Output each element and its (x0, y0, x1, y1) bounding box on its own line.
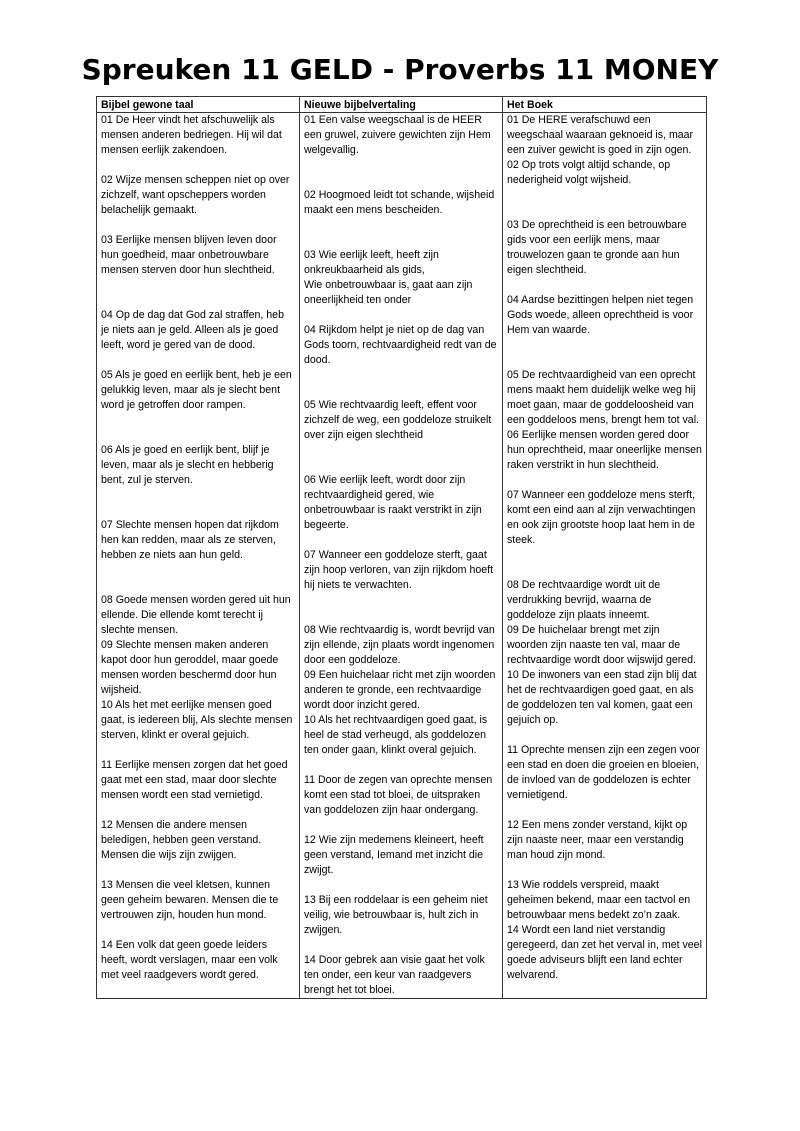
cell-bijbel-gewone-taal: 01 De Heer vindt het afschuwelijk als mensen anderen bedriegen. Hij wil dat mensen eerlijk zakendoen. 02 Wijze mensen scheppen niet op over zichzelf, want opscheppers worden belachelijk gemaakt. 03 Eerlijke mensen blijven leven door hun goedheid, maar onbetrouwbare mensen sterven door hun slechtheid. 04 Op de dag dat God zal straffen, heb je niets aan je geld. Alleen als je goed leeft, word je gered van de dood. 05 Als je goed en eerlijk bent, heb je een gelukkig leven, maar als je slecht bent word je getroffen door rampen. 06 Als je goed en eerlijk bent, blijf je leven, maar als je slecht en hebberig bent, zul je sterven. 07 Slechte mensen hopen dat rijkdom hen kan redden, maar als ze sterven, hebben ze niets aan hun geld. 08 Goede mensen worden gered uit hun ellende. Die ellende komt terecht ij slechte mensen. 09 Slechte mensen maken anderen kapot door hun geroddel, maar goede mensen worden beschermd door hun wijsheid. 10 Als het met eerlijke mensen goed gaat, is iedereen blij, Als slechte mensen sterven, klinkt er overal gejuich. 11 Eerlijke mensen zorgen dat het goed gaat met een stad, maar door slechte mensen wordt een stad vernietigd. 12 Mensen die andere mensen beledigen, hebben geen verstand. Mensen die wijs zijn zwijgen. 13 Mensen die veel kletsen, kunnen geen geheim bewaren. Mensen die te vertrouwen zijn, houden hun mond. 14 Een volk dat geen goede leiders heeft, wordt verslagen, maar een volk met veel raadgevers wordt gered. (97, 113, 300, 999)
column-header-nieuwe-bijbelvertaling: Nieuwe bijbelvertaling (300, 97, 503, 113)
cell-nieuwe-bijbelvertaling: 01 Een valse weegschaal is de HEER een gruwel, zuivere gewichten zijn Hem welgevallig. 02 Hoogmoed leidt tot schande, wijsheid maakt een mens bescheiden. 03 Wie eerlijk leeft, heeft zijn onkreukbaarheid als gids, Wie onbetrouwbaar is, gaat aan zijn oneerlijkheid ten onder 04 Rijkdom helpt je niet op de dag van Gods toorn, rechtvaardigheid redt van de dood. 05 Wie rechtvaardig leeft, effent voor zichzelf de weg, een goddeloze struikelt over zijn eigen slechtheid 06 Wie eerlijk leeft, wordt door zijn rechtvaardigheid gered, wie onbetrouwbaar is raakt verstrikt in zijn begeerte. 07 Wanneer een goddeloze sterft, gaat zijn hoop verloren, van zijn rijkdom hoeft hij niets te verwachten. 08 Wie rechtvaardig is, wordt bevrijd van zijn ellende, zijn plaats wordt ingenomen door een goddeloze. 09 Een huichelaar richt met zijn woorden anderen te gronde, een rechtvaardige wordt door inzicht gered. 10 Als het rechtvaardigen goed gaat, is heel de stad verheugd, als goddelozen ten onder gaan, klinkt overal gejuich. 11 Door de zegen van oprechte mensen komt een stad tot bloei, de uitspraken van goddelozen zijn haar ondergang. 12 Wie zijn medemens kleineert, heeft geen verstand, Iemand met inzicht die zwijgt. 13 Bij een roddelaar is een geheim niet veilig, wie betrouwbaar is, hult zich in zwijgen. 14 Door gebrek aan visie gaat het volk ten onder, een keur van raadgevers brengt het tot bloei. (300, 113, 503, 999)
column-header-bijbel-gewone-taal: Bijbel gewone taal (97, 97, 300, 113)
cell-het-boek: 01 De HERE verafschuwd een weegschaal waaraan geknoeid is, maar een zuiver gewicht is goed in zijn ogen. 02 Op trots volgt altijd schande, op nederigheid volgt wijsheid. 03 De oprechtheid is een betrouwbare gids voor een eerlijk mens, maar trouwelozen gaan te gronde aan hun eigen slechtheid. 04 Aardse bezittingen helpen niet tegen Gods woede, alleen oprechtheid is voor Hem van waarde. 05 De rechtvaardigheid van een oprecht mens maakt hem duidelijk welke weg hij moet gaan, maar de goddeloosheid van een goddeloos mens, brengt hem tot val. 06 Eerlijke mensen worden gered door hun oprechtheid, maar oneerlijke mensen raken verstrikt in hun slechtheid. 07 Wanneer een goddeloze mens sterft, komt een eind aan al zijn verwachtingen en ook zijn grootste hoop laat hem in de steek. 08 De rechtvaardige wordt uit de verdrukking bevrijd, waarna de goddeloze zijn plaats inneemt. 09 De huichelaar brengt met zijn woorden zijn naaste ten val, maar de rechtvaardige wordt door wijswijd gered. 10 De inwoners van een stad zijn blij dat het de rechtvaardigen goed gaat, en als de goddelozen ten val komen, gaat een gejuich op. 11 Oprechte mensen zijn een zegen voor een stad en doen die groeien en bloeien, de invloed van de goddelozen is echter vernietigend. 12 Een mens zonder verstand, kijkt op zijn naaste neer, maar een verstandig man houd zijn mond. 13 Wie roddels verspreid, maakt geheimen bekend, maar een tactvol en betrouwbaar mens bedekt zo’n zaak. 14 Wordt een land niet verstandig geregeerd, dan zet het verval in, met veel goede adviseurs blijft een land echter welvarend. (503, 113, 707, 999)
column-header-het-boek: Het Boek (503, 97, 707, 113)
table-row (97, 113, 707, 999)
table-header-row (97, 97, 707, 113)
page-title: Spreuken 11 GELD - Proverbs 11 MONEY (81, 53, 719, 86)
proverbs-table (96, 96, 707, 999)
